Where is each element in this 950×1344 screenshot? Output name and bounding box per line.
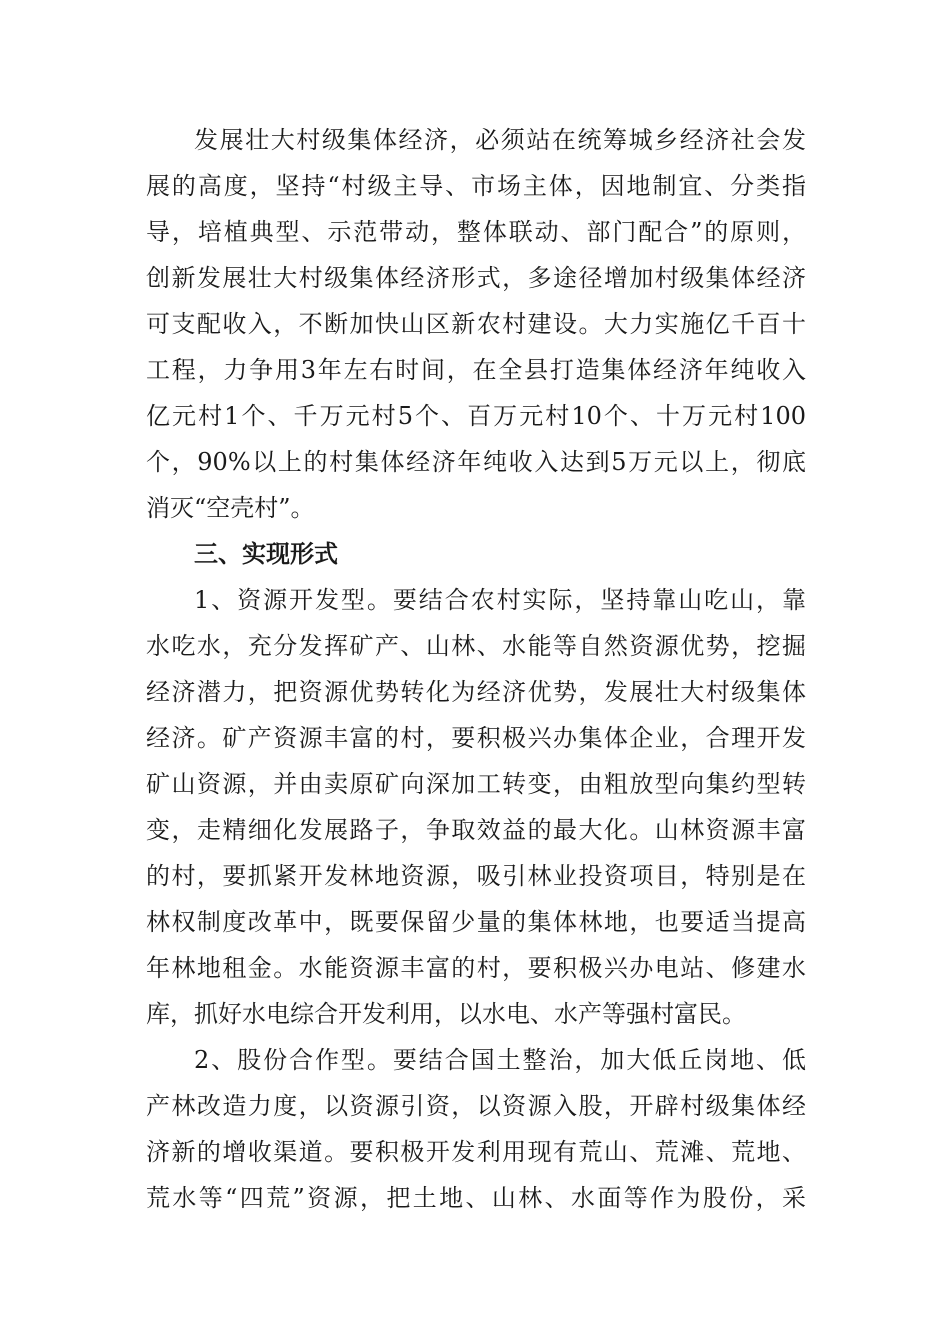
paragraph-1-line-8: 个，90%以上的村集体经济年纯收入达到5万元以上，彻底 [146,448,806,476]
paragraph-2-line-7: 的村，要抓紧开发林地资源，吸引林业投资项目，特别是在 [146,862,806,890]
paragraph-1-line-6: 工程，力争用3年左右时间，在全县打造集体经济年纯收入 [146,356,806,384]
paragraph-1-line-4: 创新发展壮大村级集体经济形式，多途径增加村级集体经济 [146,264,806,292]
paragraph-1-line-9: 消灭“空壳村”。 [146,494,315,522]
paragraph-2-line-8: 林权制度改革中，既要保留少量的集体林地，也要适当提高 [146,908,806,936]
paragraph-2-line-1: 1、资源开发型。要结合农村实际，坚持靠山吃山，靠 [194,586,806,614]
section-heading: 三、实现形式 [194,540,338,568]
paragraph-1-line-1: 发展壮大村级集体经济，必须站在统筹城乡经济社会发 [194,126,806,154]
paragraph-3-line-4: 荒水等“四荒”资源，把土地、山林、水面等作为股份，采 [146,1184,806,1212]
paragraph-1-line-2: 展的高度，坚持“村级主导、市场主体，因地制宜、分类指 [146,172,806,200]
paragraph-1-line-7: 亿元村1个、千万元村5个、百万元村10个、十万元村100 [146,402,806,430]
paragraph-3-line-2: 产林改造力度，以资源引资，以资源入股，开辟村级集体经 [146,1092,806,1120]
paragraph-2-line-2: 水吃水，充分发挥矿产、山林、水能等自然资源优势，挖掘 [146,632,806,660]
paragraph-2-line-5: 矿山资源，并由卖原矿向深加工转变，由粗放型向集约型转 [146,770,806,798]
paragraph-2-line-3: 经济潜力，把资源优势转化为经济优势，发展壮大村级集体 [146,678,806,706]
paragraph-3-line-3: 济新的增收渠道。要积极开发利用现有荒山、荒滩、荒地、 [146,1138,806,1166]
paragraph-2-line-4: 经济。矿产资源丰富的村，要积极兴办集体企业，合理开发 [146,724,806,752]
paragraph-2-line-9: 年林地租金。水能资源丰富的村，要积极兴办电站、修建水 [146,954,806,982]
paragraph-2-line-10: 库，抓好水电综合开发利用，以水电、水产等强村富民。 [146,1000,746,1028]
paragraph-1-line-5: 可支配收入，不断加快山区新农村建设。大力实施亿千百十 [146,310,806,338]
paragraph-3-line-1: 2、股份合作型。要结合国土整治，加大低丘岗地、低 [194,1046,806,1074]
paragraph-2-line-6: 变，走精细化发展路子，争取效益的最大化。山林资源丰富 [146,816,806,844]
paragraph-1-line-3: 导，培植典型、示范带动，整体联动、部门配合”的原则， [146,218,806,246]
